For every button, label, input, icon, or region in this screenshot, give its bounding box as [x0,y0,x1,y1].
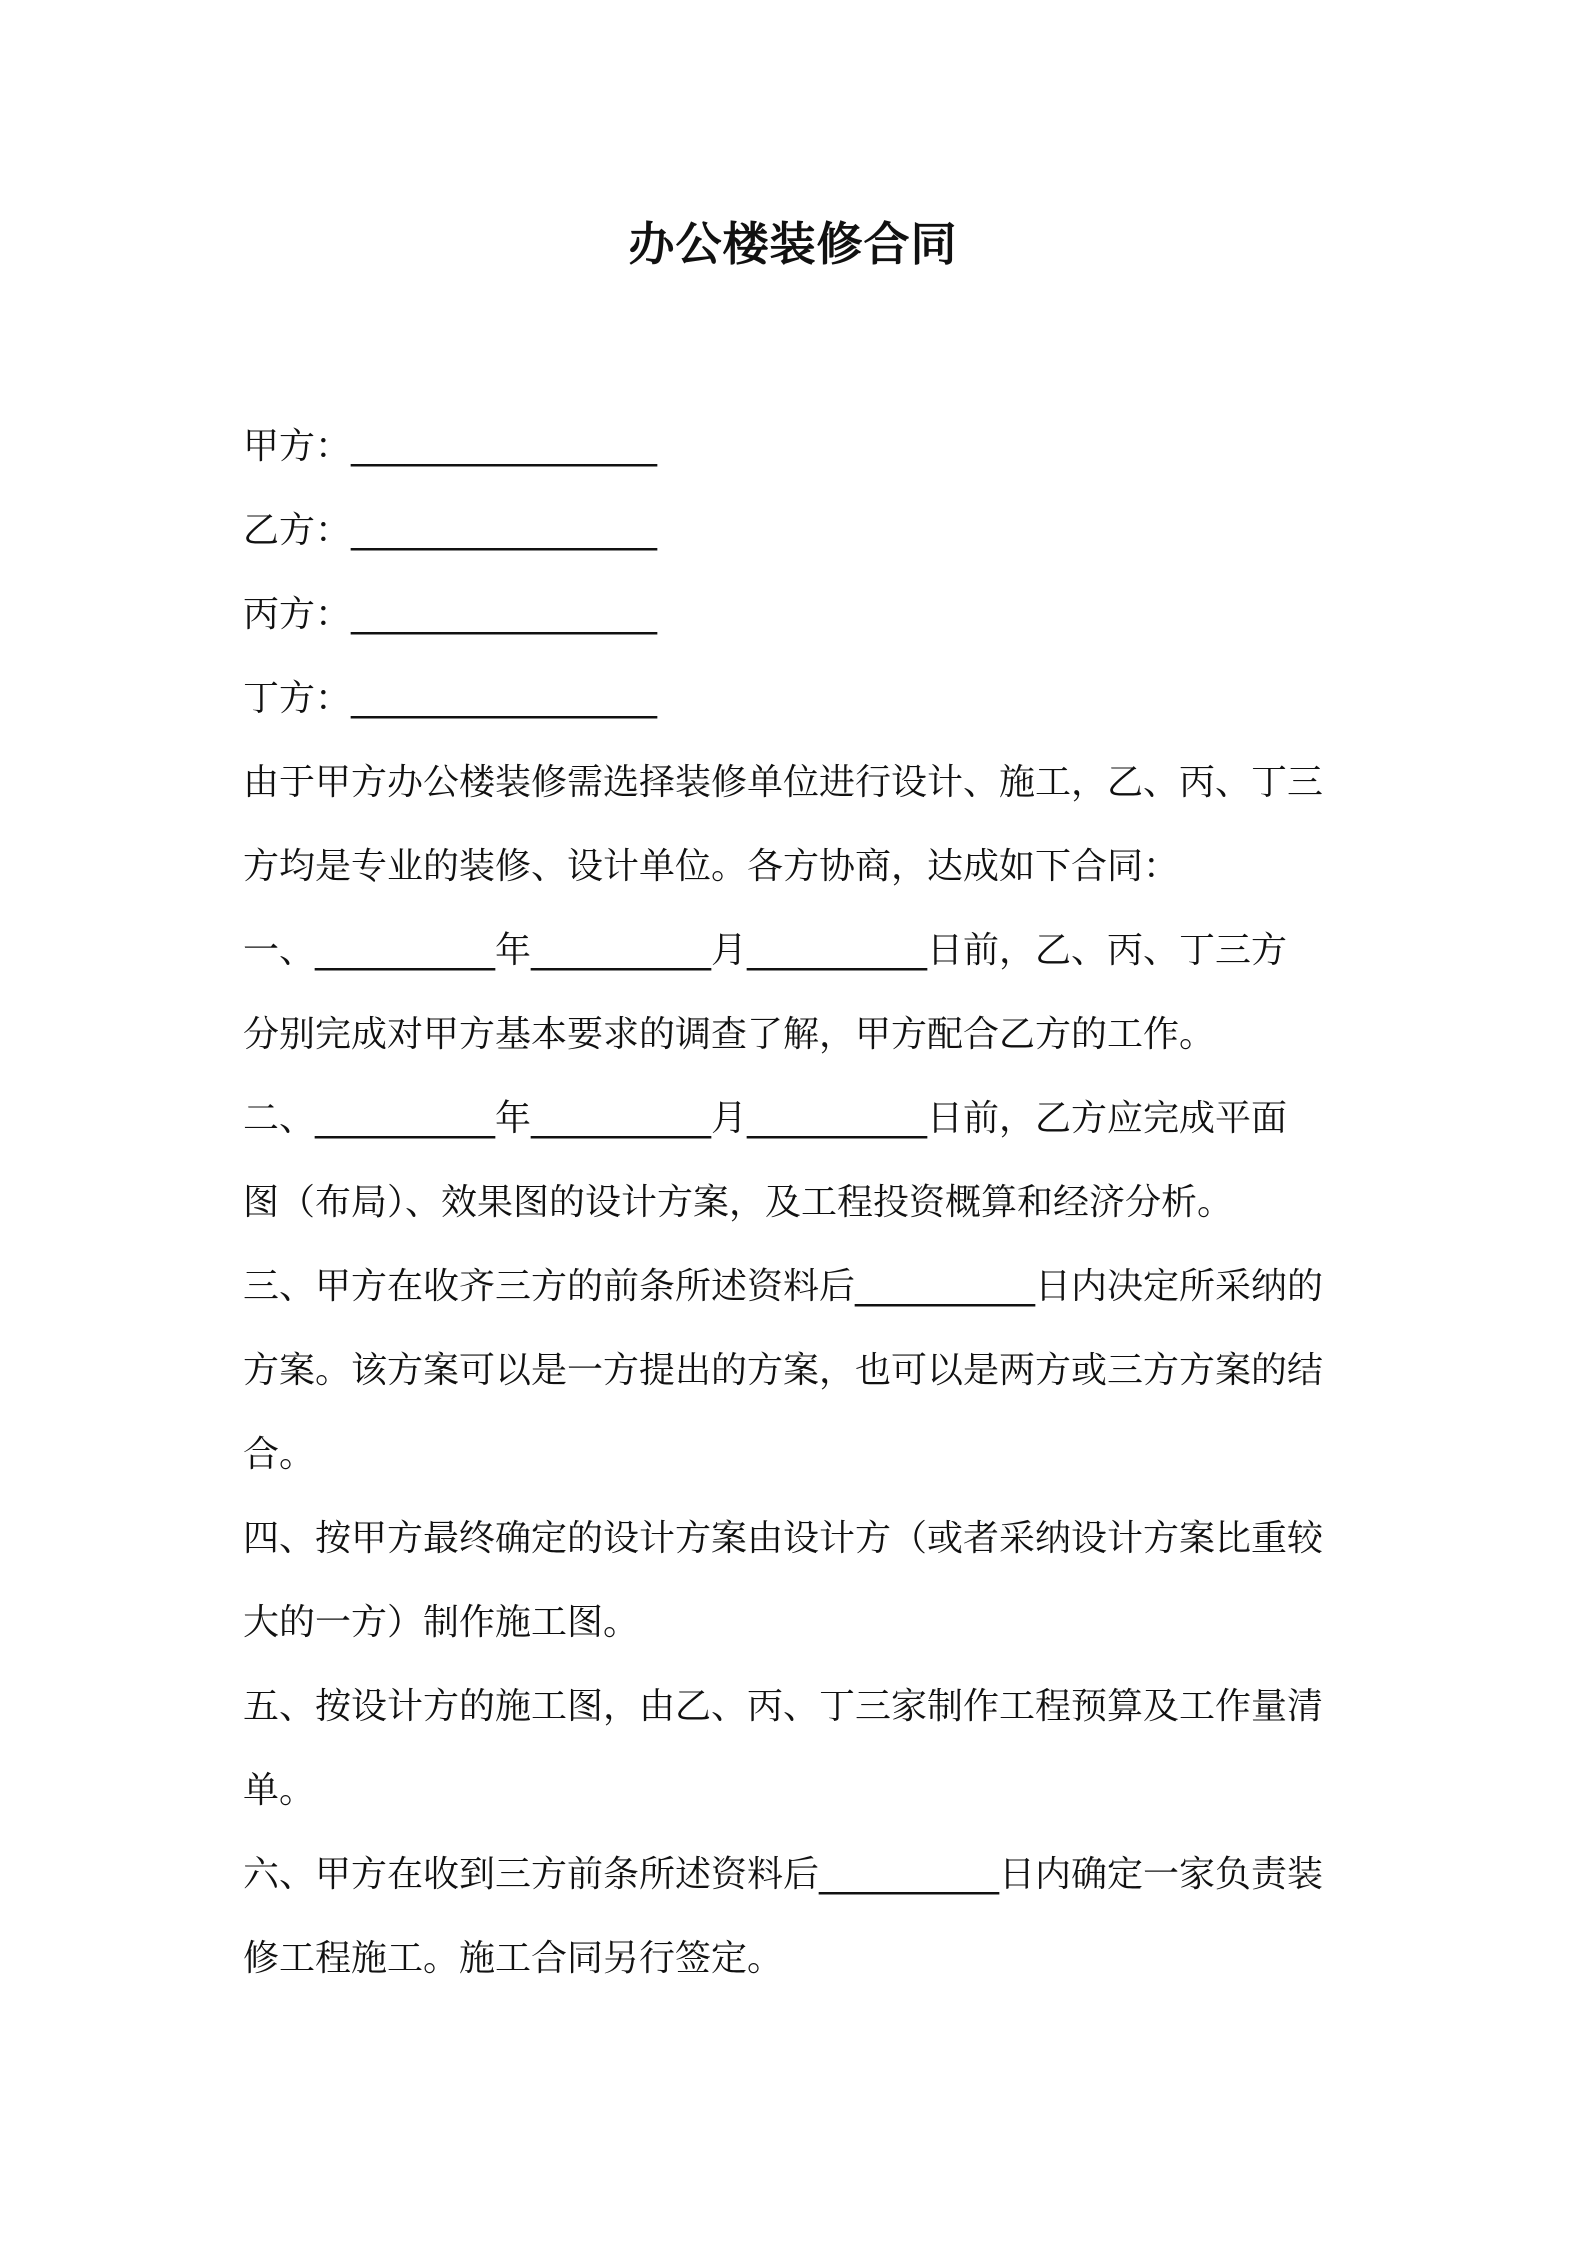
party-b-line: 乙方：_________________ [243,510,658,551]
clause-2-line-2: 图（布局）、效果图的设计方案，及工程投资概算和经济分析。 [243,1182,1234,1223]
contract-body [243,405,1363,2001]
preamble-line-1: 由于甲方办公楼装修需选择装修单位进行设计、施工，乙、丙、丁三 [243,762,1324,803]
clause-5-line-2: 单。 [243,1770,316,1811]
party-a-line: 甲方：_________________ [243,426,658,467]
clause-6-line-2: 修工程施工。施工合同另行签定。 [243,1938,784,1979]
preamble-line-2: 方均是专业的装修、设计单位。各方协商，达成如下合同： [243,846,1180,887]
party-c-line: 丙方：_________________ [243,594,658,635]
clause-2-line-1: 二、__________年__________月__________日前，乙方应完成平面 [243,1098,1288,1139]
clause-1-line-2: 分别完成对甲方基本要求的调查了解，甲方配合乙方的工作。 [243,1014,1216,1055]
clause-3-line-1: 三、甲方在收齐三方的前条所述资料后__________日内决定所采纳的 [243,1266,1324,1307]
document-title: 办公楼装修合同 [628,217,958,271]
party-d-line: 丁方：_________________ [243,678,658,719]
clause-1-line-1: 一、__________年__________月__________日前，乙、丙、丁三方 [243,930,1288,971]
clause-5-line-1: 五、按设计方的施工图，由乙、丙、丁三家制作工程预算及工作量清 [243,1686,1324,1727]
clause-3-line-3: 合。 [243,1434,316,1475]
clause-4-line-1: 四、按甲方最终确定的设计方案由设计方（或者采纳设计方案比重较 [243,1518,1324,1559]
clause-4-line-2: 大的一方）制作施工图。 [243,1602,640,1643]
clause-6-line-1: 六、甲方在收到三方前条所述资料后__________日内确定一家负责装 [243,1854,1324,1895]
clause-3-line-2: 方案。该方案可以是一方提出的方案，也可以是两方或三方方案的结 [243,1350,1324,1391]
